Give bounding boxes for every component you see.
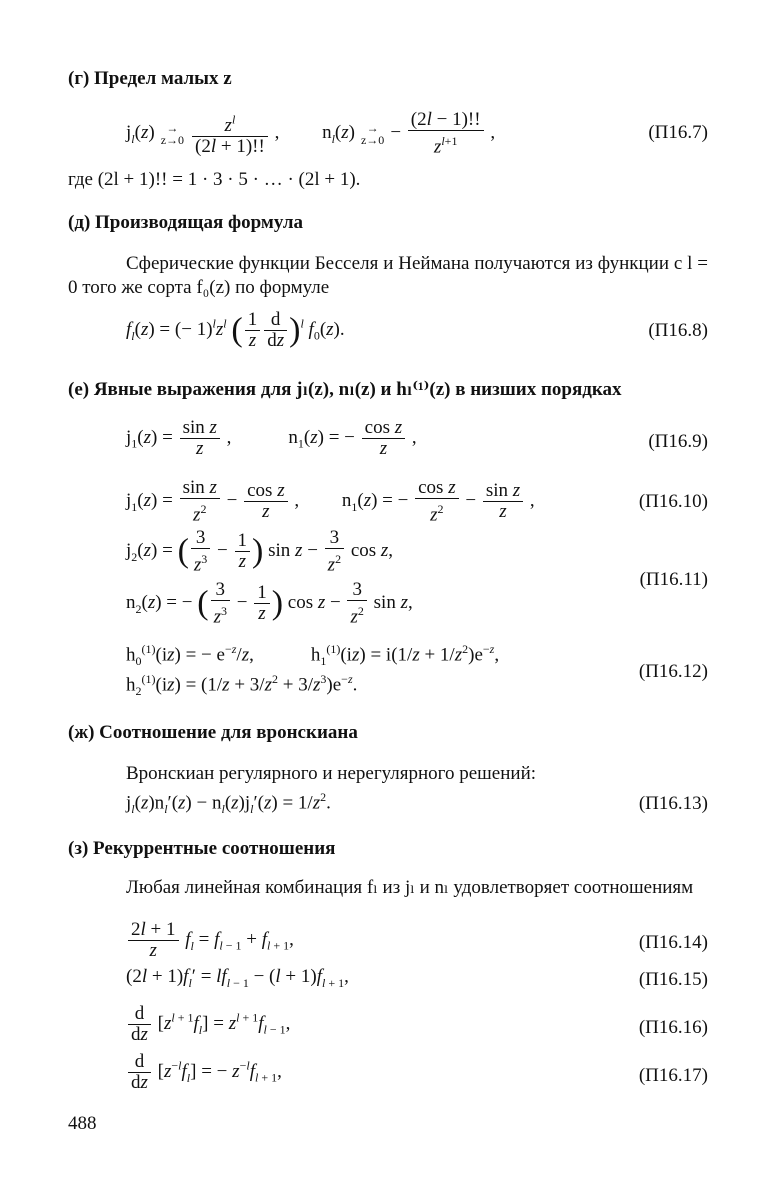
equation-body: $j_2(z)$ = ( $\frac{3}{z^3}$ − $\frac{1}{z}$ ) sin z − $\frac{3}{z^2}$ cos z, $n_2(z)$ = − ( $\frac{3}{z^3}$ − $\frac{1}{z}$ ) cos z − $\frac{3}{z^2}$ sin z, <box>126 527 413 628</box>
equation-body: $\frac{2l + 1}{z}$ $f_l = f_{l - 1} + f_{l + 1}$, <box>126 920 294 961</box>
equation-number: (П16.16) <box>638 1017 708 1038</box>
equation-p16-11 <box>68 528 708 632</box>
page-number: 488 <box>68 1113 97 1134</box>
equation-number: (П16.17) <box>638 1065 708 1086</box>
section-text-d: Сферические функции Бесселя и Неймана получаются из функции с l = 0 того же сорта f₀(z) по формуле <box>68 253 708 298</box>
equation-body: $j_1(z)$ = $\frac{\text{sin z}}{z}$ , $n_1(z)$ = − $\frac{\text{cos z}}{z}$ , <box>126 417 417 459</box>
equation-body: $j_1(z)$ = $\frac{\text{sin z}}{z^2}$ − $\frac{\text{cos z}}{z}$ , $n_1(z)$ = − $\frac{\text{cos z}}{z^2}$ − $\frac{\text{sin z}}{z}$ , <box>126 477 535 526</box>
equation-body: $f_l(z)$ = (− $1)^lz^l$ ( $\frac{1}{z}$ $\frac{d}{dz}$ )$^l$ $f_0(z)$. <box>126 309 345 351</box>
equation-body: $(2l + 1)f_l' = lf_{l - 1} - (l + 1)f_{l + 1}$, <box>126 966 349 990</box>
equation-body: $j_l(z)n_l'(z) - n_l(z)j_l'(z) = 1/z^2$. <box>126 790 331 817</box>
equation-number: (П16.14) <box>638 932 708 953</box>
equation-p16-16 <box>68 1004 708 1052</box>
equation-number: (П16.13) <box>638 793 708 814</box>
equation-p16-9 <box>68 418 708 466</box>
equation-number: (П16.7) <box>648 122 708 143</box>
equation-body: $h_0^{(1)}(iz)$ = − $e^{-z}/z$, $h_1^{(1)}(iz) = i(1/z + 1/z^2)e^{-z}$, $h_2^{(1)}(iz) = (1/z + 3/z^2 + 3/z^3)e^{-z}$. <box>126 642 500 699</box>
where-line: где (2l + 1)!! = 1 · 3 · 5 · … · (2l + 1). <box>68 169 361 190</box>
equation-number: (П16.8) <box>648 320 708 341</box>
equation-p16-13 <box>68 790 708 818</box>
equation-number: (П16.15) <box>638 969 708 990</box>
equation-p16-8 <box>68 306 708 356</box>
equation-body: $\frac{d}{dz}$ $[z^{l + 1}f_l] = z^{l + 1}f_{l - 1}$, <box>126 1004 290 1045</box>
section-text-z: Любая линейная комбинация fₗ из jₗ и nₗ удовлетворяет соотношениям <box>126 877 694 898</box>
equation-body: $\frac{d}{dz}$ $[z^{-l}f_l]$ = − $z^{-l}f_{l + 1}$, <box>126 1052 282 1093</box>
section-heading-g: (г) Предел малых z <box>68 68 232 89</box>
equation-number: (П16.11) <box>639 569 708 590</box>
section-heading-e: (е) Явные выражения для jₗ(z), nₗ(z) и hₗ⁽¹⁾(z) в низших порядках <box>68 379 622 400</box>
equation-p16-15 <box>68 966 708 994</box>
equation-p16-7 <box>68 110 708 156</box>
equation-p16-17 <box>68 1052 708 1100</box>
equation-p16-14 <box>68 920 708 966</box>
equation-body: $j_l(z)$ → z→0 $\frac{z^l}{(2l + 1)!!}$ , $n_l(z)$ → z→0 − $\frac{(2l - 1)!!}{z^{l+1}}$ , <box>126 109 496 158</box>
equation-number: (П16.9) <box>648 431 708 452</box>
section-text-zh: Вронскиан регулярного и нерегулярного решений: <box>126 763 537 784</box>
section-heading-d: (д) Производящая формула <box>68 212 304 233</box>
equation-p16-12 <box>68 642 708 702</box>
section-heading-zh: (ж) Соотношение для вронскиана <box>68 722 358 743</box>
equation-number: (П16.12) <box>638 661 708 682</box>
section-heading-z: (з) Рекуррентные соотношения <box>68 838 336 859</box>
equation-number: (П16.10) <box>638 491 708 512</box>
equation-p16-10 <box>68 478 708 526</box>
